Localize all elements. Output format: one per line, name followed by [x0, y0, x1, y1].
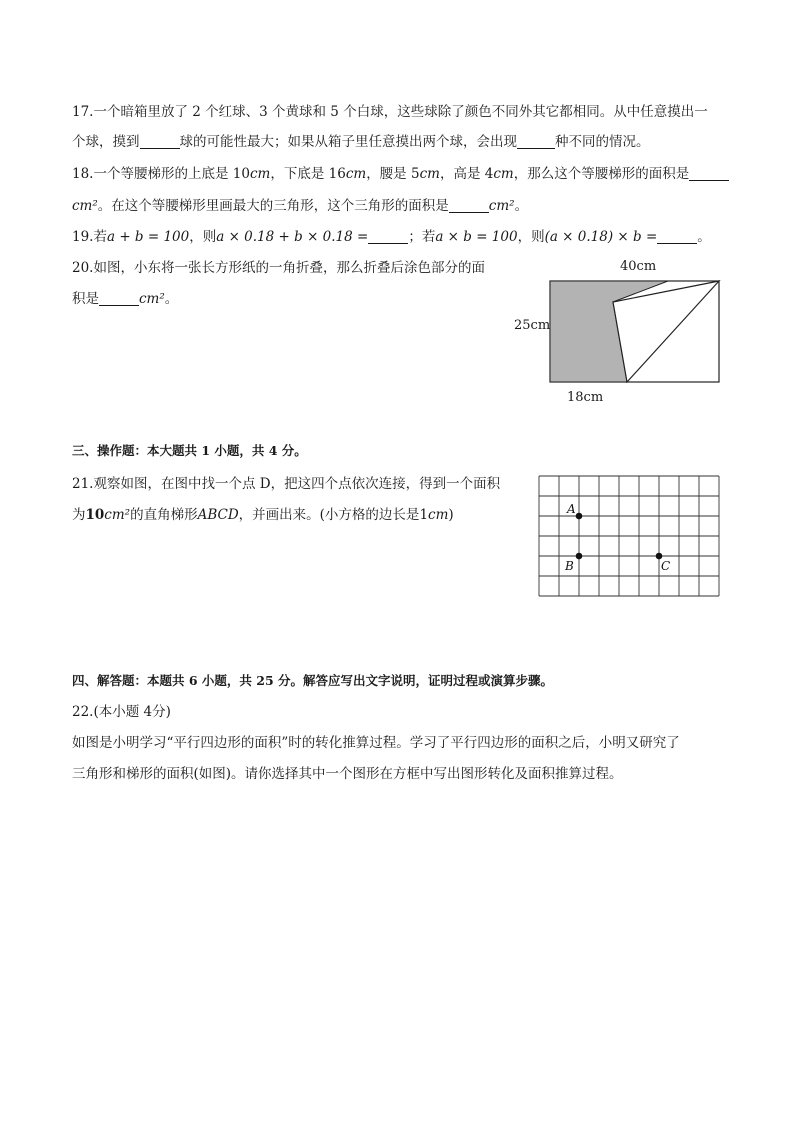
unit-cm2: cm²: [72, 198, 98, 214]
section-4-title: 四、解答题：本题共 6 小题，共 25 分。解答应写出文字说明，证明过程或演算步骤。: [72, 673, 554, 688]
q19-text-d: ，则: [517, 229, 545, 245]
q19-expr-4: (a × 0.18) × b =: [544, 229, 658, 245]
q18-line1: [72, 164, 729, 184]
q18-blank-1[interactable]: [689, 166, 729, 181]
q20-text-end: 。: [164, 291, 179, 307]
unit-cm: cm: [428, 507, 449, 523]
q19-text-b: ，则: [189, 229, 217, 245]
q21-line2: [72, 505, 454, 525]
q19-text-a: 19.若: [72, 229, 107, 245]
q21-text-b: 的直角梯形: [130, 507, 198, 523]
q19-blank-1[interactable]: [368, 229, 408, 244]
q19-line: [72, 227, 711, 247]
q18-text-a: 18.一个等腰梯形的上底是 10: [72, 166, 250, 182]
q18-text-end: 。: [514, 198, 529, 214]
q21-value: 10: [85, 507, 105, 523]
q18-text-c: ，腰是 5: [366, 166, 420, 182]
section-3-title: 三、操作题：本大题共 1 小题，共 4 分。: [72, 443, 307, 458]
q19-text-e: 。: [697, 229, 711, 245]
q18-text-b: ，下底是 16: [270, 166, 346, 182]
label-left-width: 25cm: [514, 318, 551, 333]
q22-head: 22.(本小题 4分): [72, 704, 171, 720]
point-b[interactable]: [576, 553, 583, 560]
q17-line1: 17.一个暗箱里放了 2 个红球、3 个黄球和 5 个白球，这些球除了颜色不同外其它都相同。从中任意摸出一: [72, 104, 708, 120]
q21-text-a: 为: [72, 507, 86, 523]
q17-blank-2[interactable]: [517, 134, 555, 149]
label-point-c: C: [661, 559, 671, 573]
unit-cm: cm: [345, 166, 367, 182]
q21-text-c: ，并画出来。(小方格的边长是: [238, 507, 420, 523]
label-bottom-length: 18cm: [567, 390, 604, 405]
q21-line1: 21.观察如图，在图中找一个点 D，把这四个点依次连接，得到一个面积: [72, 476, 501, 492]
label-top-length: 40cm: [620, 259, 657, 274]
q21-abcd: ABCD: [197, 507, 239, 523]
q19-expr-1: a + b = 100: [106, 229, 190, 245]
unit-cm2: cm²: [104, 507, 131, 523]
q18-line2: [72, 196, 528, 216]
q21-one: 1: [419, 507, 429, 523]
q17-blank-1[interactable]: [140, 134, 180, 149]
grid-lines: [539, 476, 719, 596]
unit-cm2: cm²: [488, 198, 515, 214]
q22-line2: 三角形和梯形的面积(如图)。请你选择其中一个图形在方框中写出图形转化及面积推算过程。: [72, 766, 623, 782]
fold-figure: [548, 279, 722, 385]
q17-text-b: 球的可能性最大；如果从箱子里任意摸出两个球，会出现: [179, 134, 517, 150]
unit-cm: cm: [419, 166, 440, 182]
q18-blank-2[interactable]: [449, 198, 489, 213]
grid-figure: [537, 474, 723, 600]
unit-cm: cm: [493, 166, 514, 182]
q17-text-c: 种不同的情况。: [555, 134, 650, 150]
q21-text-d: ): [448, 507, 454, 523]
q19-blank-2[interactable]: [657, 229, 697, 244]
q17-text-a: 个球，摸到: [72, 134, 140, 150]
q17-line2: [72, 132, 650, 152]
q20-line2: [72, 289, 178, 309]
q20-text-a: 积是: [72, 291, 99, 307]
q20-line1: 20.如图，小东将一张长方形纸的一角折叠，那么折叠后涂色部分的面: [72, 260, 485, 276]
point-a[interactable]: [576, 513, 583, 520]
q18-text-e: ，那么这个等腰梯形的面积是: [513, 166, 690, 182]
q20-blank[interactable]: [99, 291, 139, 306]
q18-text-d: ，高是 4: [439, 166, 494, 182]
unit-cm2: cm²: [139, 291, 165, 307]
q18-text-f: 。在这个等腰梯形里画最大的三角形，这个三角形的面积是: [97, 198, 449, 214]
unit-cm: cm: [249, 166, 271, 182]
q19-expr-3: a × b = 100: [435, 229, 518, 245]
q22-line1: 如图是小明学习“平行四边形的面积”时的转化推算过程。学习了平行四边形的面积之后，小明又研究了: [72, 735, 680, 751]
label-point-b: B: [565, 559, 574, 573]
q19-text-c: ；若: [408, 229, 436, 245]
q19-expr-2: a × 0.18 + b × 0.18 =: [216, 229, 369, 245]
label-point-a: A: [567, 502, 576, 516]
